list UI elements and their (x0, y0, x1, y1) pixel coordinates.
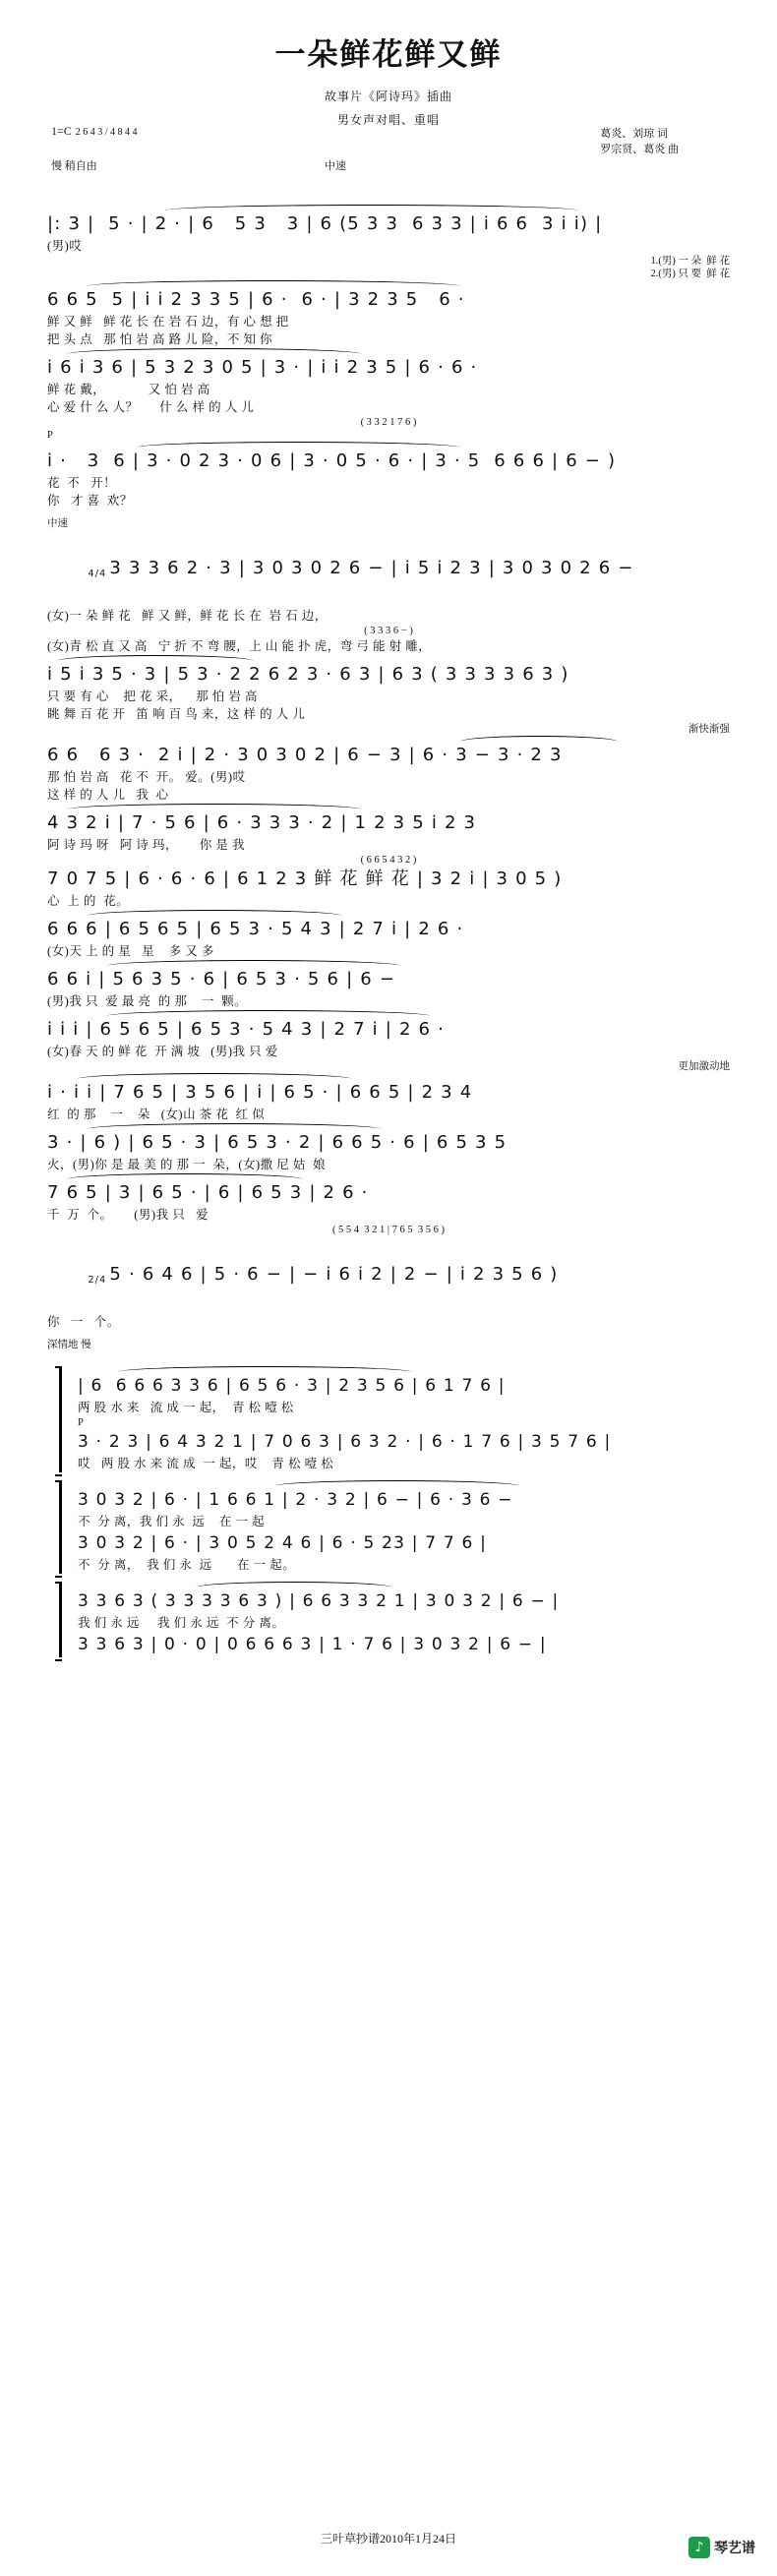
slur (106, 960, 401, 967)
lyric-line-1: 千 万 个。 (男)我 只 爱 (47, 1208, 209, 1222)
tempo-marking-left: 慢 稍自由 (51, 160, 97, 172)
notes-text: 3 3 3 6 2 · 3 | 3 0 3 0 2 6 − | i 5 i 2 3 | 3 0 3 0 2 6 − (109, 558, 634, 578)
system-7 (47, 723, 730, 804)
expression-marker: 深情地 慢 (47, 1340, 91, 1350)
lyric-line-1: 鲜 花 戴， 又 怕 岩 高 (47, 383, 210, 396)
lyric-line-1: (女)一 朵 鲜 花 鲜 又 鲜，鲜 花 长 在 岩 石 边， (47, 609, 328, 623)
system-5 (47, 517, 730, 655)
notes-line-upper: 3 0 3 2 | 6 · | 1 6 6 1 | 2 · 3 2 | 6 − | 6 · 3 6 − (78, 1490, 513, 1510)
slur (136, 442, 460, 449)
choir-system-3 (59, 1582, 730, 1657)
notes-line: 6 6 6 3 · 2 i | 2 · 3 0 3 0 2 | 6 − 3 | 6 · 3 − 3 · 2 3 (47, 745, 563, 765)
system-4 (47, 416, 730, 509)
notes-line: 4 3 2 i | 7 · 5 6 | 6 · 3 3 3 · 2 | 1 2 3 5 i 2 3 (47, 812, 477, 833)
system-14 (47, 1123, 730, 1173)
notes-line-lower: 3 3 6 3 | 0 · 0 | 0 6 6 6 3 | 1 · 7 6 | 3 0 3 2 | 6 − | (78, 1635, 547, 1654)
key-signature (51, 124, 139, 139)
lyric-line-1: 只 要 有 心 把 花 采， 那 怕 岩 高 (47, 689, 259, 703)
time-signature: 4/4 (88, 569, 107, 579)
notes-line (47, 530, 730, 607)
verse-marker-2: 2.(男) 只 要 鲜 花 (650, 269, 730, 279)
notes-line: 6 6 5 5 | i i 2 3 3 5 | 6 · 6 · | 3 2 3 5 6 · (47, 289, 465, 310)
lyric-line-upper: 我 们 永 远 我 们 永 远 不 分 离。 (78, 1616, 285, 1630)
system-15 (47, 1173, 730, 1224)
composer: 罗宗贤、葛炎 曲 (600, 144, 679, 155)
logo-text: 琴艺谱 (714, 2542, 755, 2556)
slur (274, 1480, 520, 1487)
expression-marker: 渐快渐强 (688, 724, 730, 735)
lyric-line-lower: 不 分 离， 我 们 永 远 在 一 起。 (78, 1558, 296, 1572)
system-6 (47, 655, 730, 723)
lyric-line-1: (男)我 只 爱 最 亮 的 那 一 颗。 (47, 994, 248, 1008)
slur (87, 1123, 382, 1130)
slur (67, 348, 362, 355)
slur (67, 804, 362, 810)
system-3 (47, 348, 730, 416)
verse-marker-1: 1.(男) 一 朵 鲜 花 (650, 256, 730, 267)
choir-section-marker (47, 1339, 730, 1366)
footer-note: 三叶草抄谱2010年1月24日 (320, 2532, 456, 2546)
lyric-line-2: 心 爱 什 么 人？ 什 么 样 的 人 儿 (47, 400, 255, 414)
subtitle-voicing: 男女声对唱、重唱 (336, 113, 440, 127)
notes-line: i · i i | 7 6 5 | 3 5 6 | i | 6 5 · | 6 6 5 | 2 3 4 (47, 1082, 473, 1103)
notes-line: 7 6 5 | 3 | 6 5 · | 6 | 6 5 3 | 2 6 · (47, 1182, 369, 1203)
lyric-line-1: 那 怕 岩 高 花 不 开。 爱。(男)哎 (47, 770, 246, 784)
system-1 (47, 205, 730, 255)
slur (67, 1173, 303, 1180)
notes-line: 6 6 i | 5 6 3 5 · 6 | 6 5 3 · 5 6 | 6 − (47, 969, 396, 989)
slur (106, 1010, 431, 1017)
notes-text: 5 · 6 4 6 | 5 · 6 − | − i 6 i 2 | 2 − | i 2 3 5 6 ) (109, 1264, 559, 1285)
subtitle-film: 故事片《阿诗玛》插曲 (324, 90, 452, 103)
lyric-line-lower: 哎 两 股 水 来 流 成 一 起，哎 青 松 噎 松 (78, 1457, 334, 1470)
notes-line: |: 3 | 5 · | 2 · | 6 5 3 3 | 6 (5 3 3 6 3 3 | i 6 6 3 i i) | (47, 213, 603, 234)
tempo-marker: 中速 (47, 518, 68, 529)
dynamic-p: P (47, 430, 53, 441)
lyric-line-1: 你 一 个。 (47, 1315, 120, 1329)
tempo-marking-mid: 中速 (325, 160, 346, 172)
notes-line-upper: 3 3 6 3 ( 3 3 3 3 6 3 ) | 6 6 3 3 2 1 | 3 0 3 2 | 6 − | (78, 1591, 560, 1611)
slur (87, 910, 342, 917)
system-13 (47, 1060, 730, 1123)
lyric-line-2: 这 样 的 人 儿 我 心 (47, 788, 169, 802)
system-10 (47, 910, 730, 960)
slur (77, 1073, 352, 1080)
bracketed-passage: ( 3 3 3 6 − ) (364, 626, 413, 636)
choir-system-2 (59, 1480, 730, 1574)
time-signature: 2/4 (88, 1275, 107, 1286)
slur (460, 736, 618, 743)
lyric-line-2: (女)青 松 直 又 高 宁 折 不 弯 腰，上 山 能 扑 虎，弯 弓 能 射 雕， (47, 639, 432, 653)
lyric-line-2: 眺 舞 百 花 开 笛 响 百 鸟 来，这 样 的 人 儿 (47, 707, 306, 721)
notes-line: i · 3 6 | 3 · 0 2 3 · 0 6 | 3 · 0 5 · 6 · | 3 · 5 6 6 6 | 6 − ) (47, 450, 617, 471)
lyric-line-1: 红 的 那 一 朵 (女)山 茶 花 红 似 (47, 1108, 266, 1121)
lyric-line-1: 花 不 开！ (47, 476, 117, 490)
credits (600, 126, 679, 157)
lyric-line-2: 把 头 点 那 怕 岩 高 路 儿 险，不 知 你 (47, 332, 273, 346)
expression-marker: 更加激动地 (678, 1061, 730, 1072)
lyricist: 葛炎、刘琼 词 (600, 128, 668, 140)
slur (117, 1366, 412, 1373)
system-16 (47, 1224, 730, 1331)
bracketed-passage: ( 6 6 5 4 3 2 ) (360, 855, 417, 866)
meter-changes: 2 6 4 3 / 4 8 4 4 (75, 126, 138, 138)
system-12 (47, 1010, 730, 1060)
lyric-line: (男)哎 (47, 239, 83, 253)
notes-line-upper: | 6 6 6 6 3 3 6 | 6 5 6 · 3 | 2 3 5 6 | 6 1 7 6 | (78, 1376, 506, 1396)
page-title: 一朵鲜花鲜又鲜 (274, 37, 503, 73)
lyric-line-1: 心 上 的 花。 (47, 894, 130, 908)
system-8 (47, 804, 730, 854)
lyric-line-1: (女)天 上 的 星 星 多 又 多 (47, 944, 214, 958)
notes-line-lower: 3 · 2 3 | 6 4 3 2 1 | 7 0 6 3 | 6 3 2 · | 6 · 1 7 6 | 3 5 7 6 | (78, 1432, 612, 1452)
notes-line (47, 1236, 730, 1313)
slur (87, 280, 460, 287)
lyric-line-1: 鲜 又 鲜 鲜 花 长 在 岩 石 边，有 心 想 把 (47, 315, 289, 329)
lyric-line-upper: 不 分 离，我 们 永 远 在 一 起 (78, 1515, 266, 1528)
notes-line: i i i | 6 5 6 5 | 6 5 3 · 5 4 3 | 2 7 i | 2 6 · (47, 1019, 446, 1040)
bracketed-passage: ( 3 3 2 1 7 6 ) (360, 417, 417, 428)
choir-system-1 (59, 1366, 730, 1472)
notes-line: 7 0 7 5 | 6 · 6 · 6 | 6 1 2 3 鲜 花 鲜 花 | 3 2 i | 3 0 5 ) (47, 869, 563, 889)
key-label: 1=C (51, 124, 72, 138)
dynamic-p: P (78, 1417, 84, 1428)
lyric-line-2: 你 才 喜 欢？ (47, 494, 133, 508)
system-2 (47, 255, 730, 348)
lyric-line-1: 阿 诗 玛 呀 阿 诗 玛， 你 是 我 (47, 838, 246, 852)
notes-line-lower: 3 0 3 2 | 6 · | 3 0 5 2 4 6 | 6 · 5 23 | 7 7 6 | (78, 1533, 488, 1553)
notes-line: 3 · | 6 ) | 6 5 · 3 | 6 5 3 · 2 | 6 6 5 · 6 | 6 5 3 5 (47, 1132, 508, 1153)
notes-line: i 6 i 3 6 | 5 3 2 3 0 5 | 3 · | i i 2 3 5 | 6 · 6 · (47, 357, 478, 378)
system-11 (47, 960, 730, 1010)
notes-line: i 5 i 3 5 · 3 | 5 3 · 2 2 6 2 3 · 6 3 | 6 3 ( 3 3 3 3 6 3 ) (47, 664, 569, 685)
slur (165, 205, 578, 211)
lyric-line-upper: 两 股 水 来 流 成 一 起， 青 松 噎 松 (78, 1401, 294, 1414)
system-9 (47, 854, 730, 910)
music-note-icon: ♪ (688, 2537, 710, 2558)
slur (196, 1582, 392, 1588)
lyric-line-1: (女)春 天 的 鲜 花 开 满 坡 (男)我 只 爱 (47, 1045, 278, 1058)
slur (57, 655, 254, 662)
site-logo[interactable] (688, 2537, 755, 2558)
lyric-line-1: 火，(男)你 是 最 美 的 那 一 朵，(女)撒 尼 姑 娘 (47, 1158, 327, 1171)
notes-line: 6 6 6 | 6 5 6 5 | 6 5 3 · 5 4 3 | 2 7 i | 2 6 · (47, 919, 464, 939)
bracketed-passage: ( 5 5 4 3 2 1 | 7 6 5 3 5 6 ) (331, 1225, 446, 1235)
